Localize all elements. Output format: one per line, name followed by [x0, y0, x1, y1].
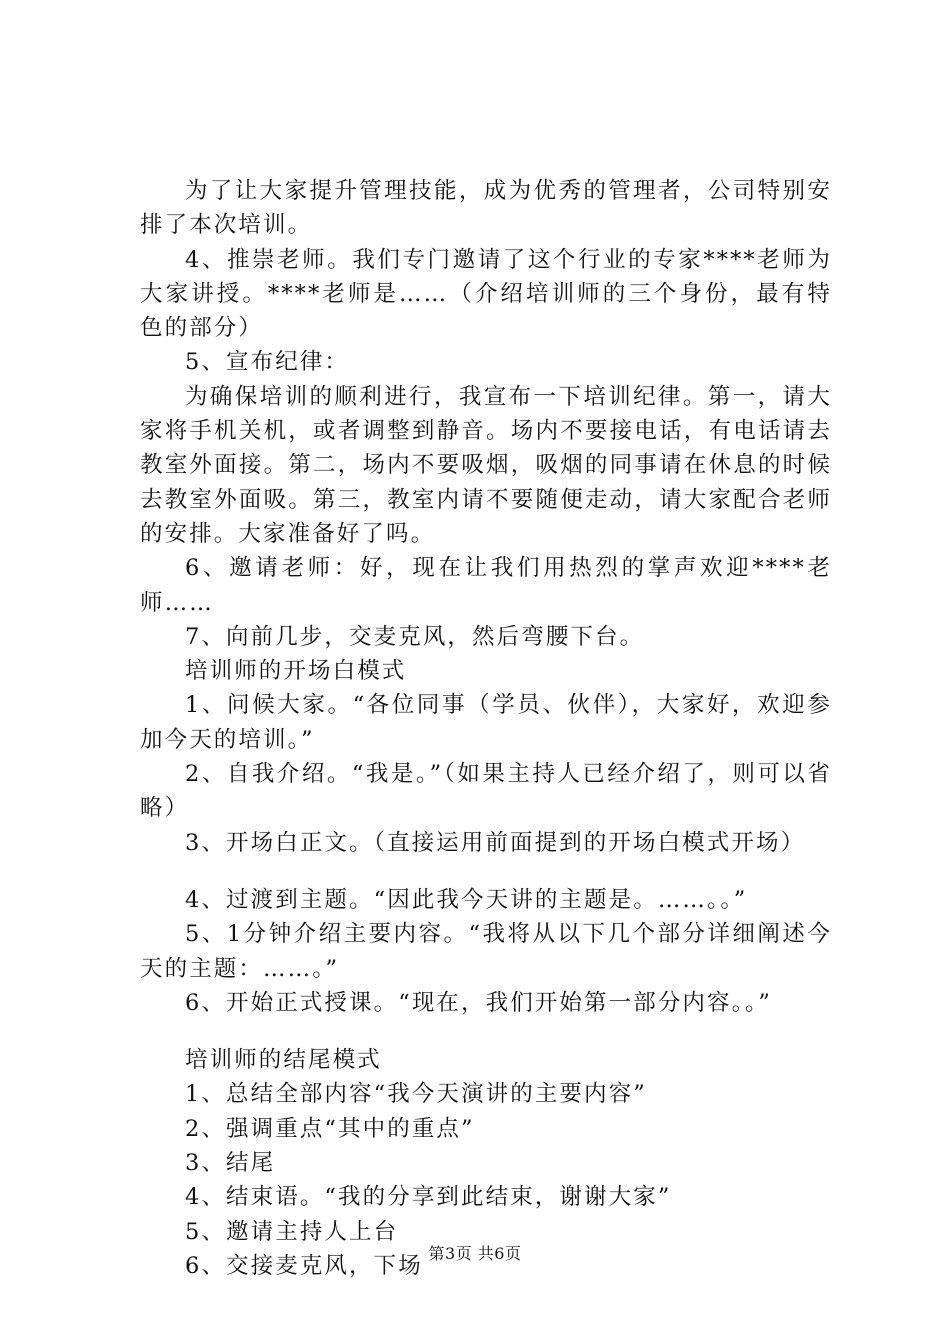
- paragraph: 6、开始正式授课。“现在，我们开始第一部分内容。。”: [185, 989, 772, 1016]
- paragraph: 1、总结全部内容“我今天演讲的主要内容”: [185, 1081, 647, 1108]
- paragraph: 6、交接麦克风，下场: [185, 1252, 423, 1279]
- paragraph: 7、向前几步，交麦克风，然后弯腰下台。: [185, 623, 645, 650]
- paragraph: 2、强调重点“其中的重点”: [185, 1115, 475, 1142]
- paragraph: 6、邀请老师：好，现在让我们用热烈的掌声欢迎****老师……: [140, 555, 832, 616]
- paragraph: 3、开场白正文。（直接运用前面提到的开场白模式开场）: [185, 829, 806, 856]
- page-number-footer: 第3页 共6页: [428, 1244, 522, 1263]
- paragraph: 1、问候大家。“各位同事（学员、伙伴），大家好，欢迎参加今天的培训。”: [140, 692, 832, 753]
- blank-line: [140, 860, 832, 883]
- paragraph: 为了让大家提升管理技能，成为优秀的管理者，公司特别安排了本次培训。: [140, 178, 832, 239]
- paragraph: 5、邀请主持人上台: [185, 1218, 399, 1245]
- paragraph: 为确保培训的顺利进行，我宣布一下培训纪律。第一，请大家将手机关机，或者调整到静音。场内不要接电话，有电话请去教室外面接。第二，场内不要吸烟，吸烟的同事请在休息的时候去教室外面吸。第三，教室内请不要随便走动，请大家配合老师的安排。大家准备好了吗。: [140, 383, 832, 547]
- section-heading: 培训师的开场白模式: [185, 658, 407, 685]
- paragraph: 5、宣布纪律：: [185, 349, 350, 376]
- paragraph: 4、过渡到主题。“因此我今天讲的主题是。……。。”: [185, 886, 748, 913]
- paragraph: 4、推崇老师。我们专门邀请了这个行业的专家****老师为大家讲授。****老师是……（介绍培训师的三个身份，最有特色的部分）: [140, 246, 832, 342]
- paragraph: 3、结尾: [185, 1150, 276, 1177]
- paragraph: 4、结束语。“我的分享到此结束，谢谢大家”: [185, 1184, 672, 1211]
- body-text: [140, 174, 832, 1283]
- paragraph: 5、1分钟介绍主要内容。“我将从以下几个部分详细阐述今天的主题：……。”: [140, 921, 832, 982]
- blank-line: [140, 1020, 832, 1043]
- paragraph: 2、自我介绍。“我是。”（如果主持人已经介绍了，则可以省略）: [140, 761, 832, 822]
- section-heading: 培训师的结尾模式: [185, 1047, 382, 1074]
